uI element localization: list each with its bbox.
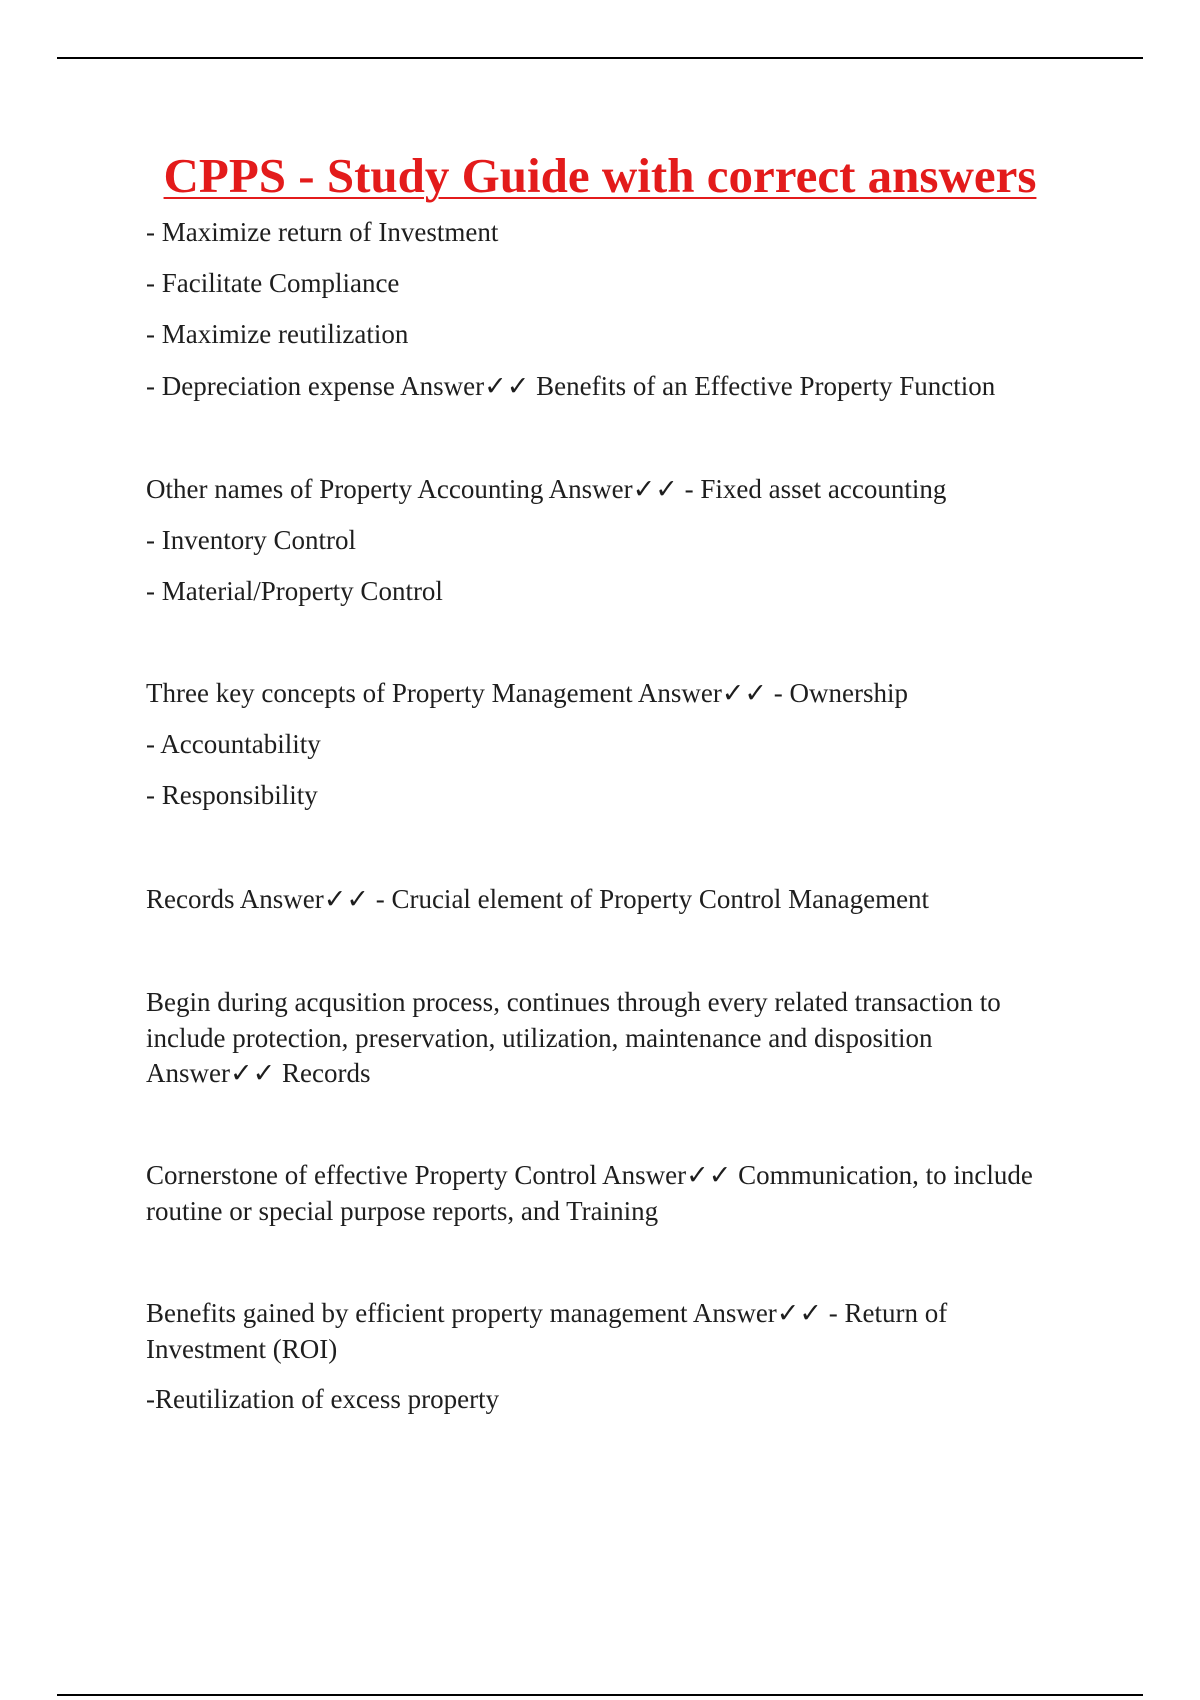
text-line: - Accountability bbox=[146, 729, 321, 759]
text-line: Records Answer✓✓ - Crucial element of Property Control Management bbox=[146, 884, 930, 914]
bottom-rule bbox=[57, 1694, 1143, 1696]
text-line: include protection, preservation, utilization, maintenance and disposition bbox=[146, 1023, 933, 1053]
text-line: - Maximize reutilization bbox=[146, 319, 409, 349]
text-line: - Material/Property Control bbox=[146, 576, 443, 606]
text-line: - Inventory Control bbox=[146, 525, 356, 555]
top-rule bbox=[57, 57, 1143, 59]
text-line: Answer✓✓ Records bbox=[146, 1058, 371, 1088]
text-line: Three key concepts of Property Management Answer✓✓ - Ownership bbox=[146, 678, 909, 708]
text-line: - Responsibility bbox=[146, 780, 318, 810]
text-line: routine or special purpose reports, and Training bbox=[146, 1196, 659, 1226]
text-line: Other names of Property Accounting Answer✓✓ - Fixed asset accounting bbox=[146, 474, 947, 504]
page-title: CPPS - Study Guide with correct answers bbox=[163, 148, 1037, 203]
text-line: - Facilitate Compliance bbox=[146, 268, 400, 298]
text-line: - Depreciation expense Answer✓✓ Benefits of an Effective Property Function bbox=[146, 371, 996, 401]
text-line: Cornerstone of effective Property Control Answer✓✓ Communication, to include bbox=[146, 1160, 1033, 1190]
text-line: Benefits gained by efficient property management Answer✓✓ - Return of bbox=[146, 1298, 948, 1328]
text-line: Investment (ROI) bbox=[146, 1334, 338, 1364]
text-line: Begin during acqusition process, continues through every related transaction to bbox=[146, 987, 1001, 1017]
text-line: - Maximize return of Investment bbox=[146, 217, 499, 247]
text-line: -Reutilization of excess property bbox=[146, 1384, 500, 1414]
